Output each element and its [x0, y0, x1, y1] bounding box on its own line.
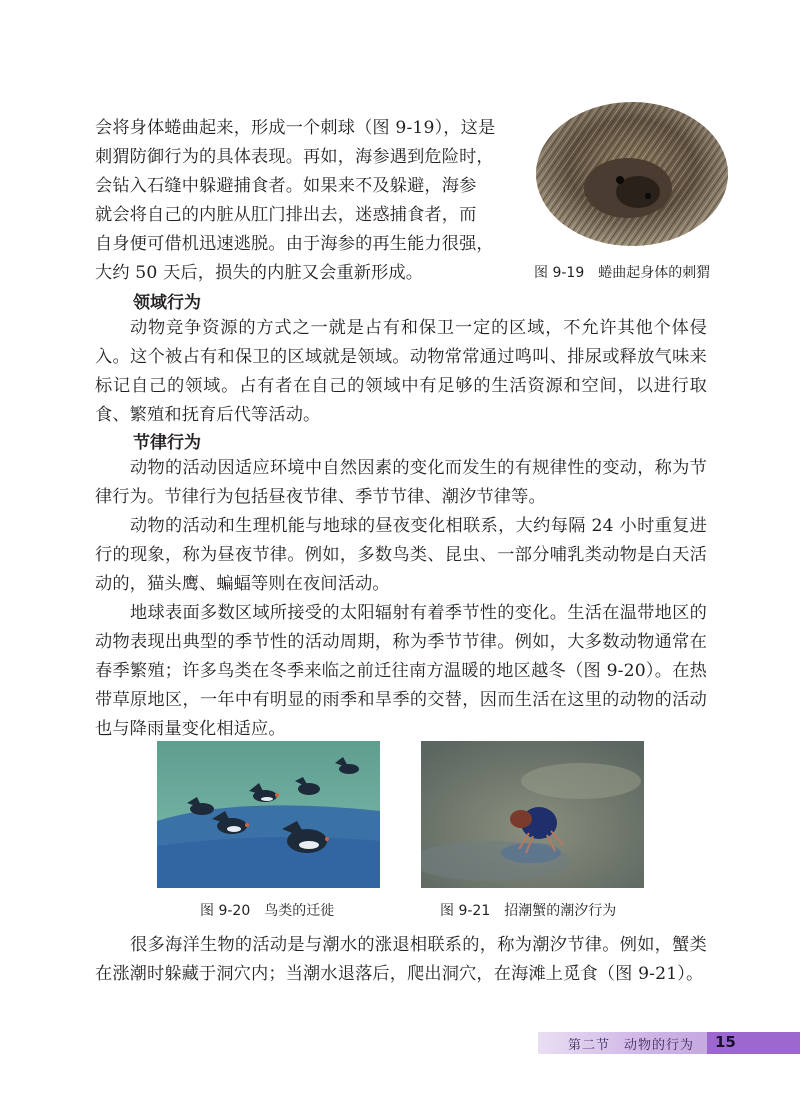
fiddler-crab-photo: [421, 741, 644, 888]
text-line: 自身便可借机迅速逃脱。由于海参的再生能力很强，: [95, 234, 494, 254]
text-line: 会将身体蜷曲起来，形成一个刺球（图 9-19），这是: [95, 118, 496, 138]
text-line: 就会将自己的内脏从肛门排出去，迷惑捕食者，而: [95, 205, 477, 225]
page-number: 15: [715, 1033, 736, 1051]
hedgehog-photo: [520, 92, 735, 252]
section-heading-territory: 领域行为: [133, 293, 201, 313]
footer-section-title: 第二节 动物的行为: [568, 1038, 695, 1053]
text-line: 刺猬防御行为的具体表现。再如，海参遇到危险时，: [95, 147, 494, 167]
section-heading-rhythm: 节律行为: [133, 433, 201, 453]
figure-caption-9-21: 图 9-21 招潮蟹的潮汐行为: [440, 903, 617, 919]
text-line: 大约 50 天后，损失的内脏又会重新形成。: [95, 263, 424, 283]
paragraph-rhythm-definition: 动物的活动因适应环境中自然因素的变化而发生的有规律性的变动，称为节律行为。节律行为包括昼夜节律、季节节律、潮汐节律等。: [95, 458, 707, 507]
paragraph-territory: 动物竞争资源的方式之一就是占有和保卫一定的区域，不允许其他个体侵入。这个被占有和保卫的区域就是领域。动物常常通过鸣叫、排尿或释放气味来标记自己的领域。占有者在自己的领域中有足够的生活资源和空间，以进行取食、繁殖和抚育后代等活动。: [95, 318, 707, 425]
page-number-badge: [707, 1032, 800, 1054]
bird-migration-photo: [157, 741, 380, 888]
text-line: 会钻入石缝中躲避捕食者。如果来不及躲避，海参: [95, 176, 477, 196]
figure-caption-9-20: 图 9-20 鸟类的迁徙: [200, 903, 335, 919]
paragraph-tidal: 很多海洋生物的活动是与潮水的涨退相联系的，称为潮汐节律。例如，蟹类在涨潮时躲藏于洞穴内；当潮水退落后，爬出洞穴，在海滩上觅食（图 9-21）。: [95, 935, 707, 984]
paragraph-seasonal: 地球表面多数区域所接受的太阳辐射有着季节性的变化。生活在温带地区的动物表现出典型的季节性的活动周期，称为季节节律。例如，大多数动物通常在春季繁殖；许多鸟类在冬季来临之前迁往南方温暖的地区越冬（图 9-20）。在热带草原地区，一年中有明显的雨季和旱季的交替，因而生活在这里的动物的活动也与降雨量变化相适应。: [95, 603, 707, 739]
figure-caption-9-19: 图 9-19 蜷曲起身体的刺猬: [534, 265, 711, 281]
paragraph-circadian: 动物的活动和生理机能与地球的昼夜变化相联系，大约每隔 24 小时重复进行的现象，称为昼夜节律。例如，多数鸟类、昆虫、一部分哺乳类动物是白天活动的，猫头鹰、蝙蝠等则在夜间活动。: [95, 516, 707, 594]
